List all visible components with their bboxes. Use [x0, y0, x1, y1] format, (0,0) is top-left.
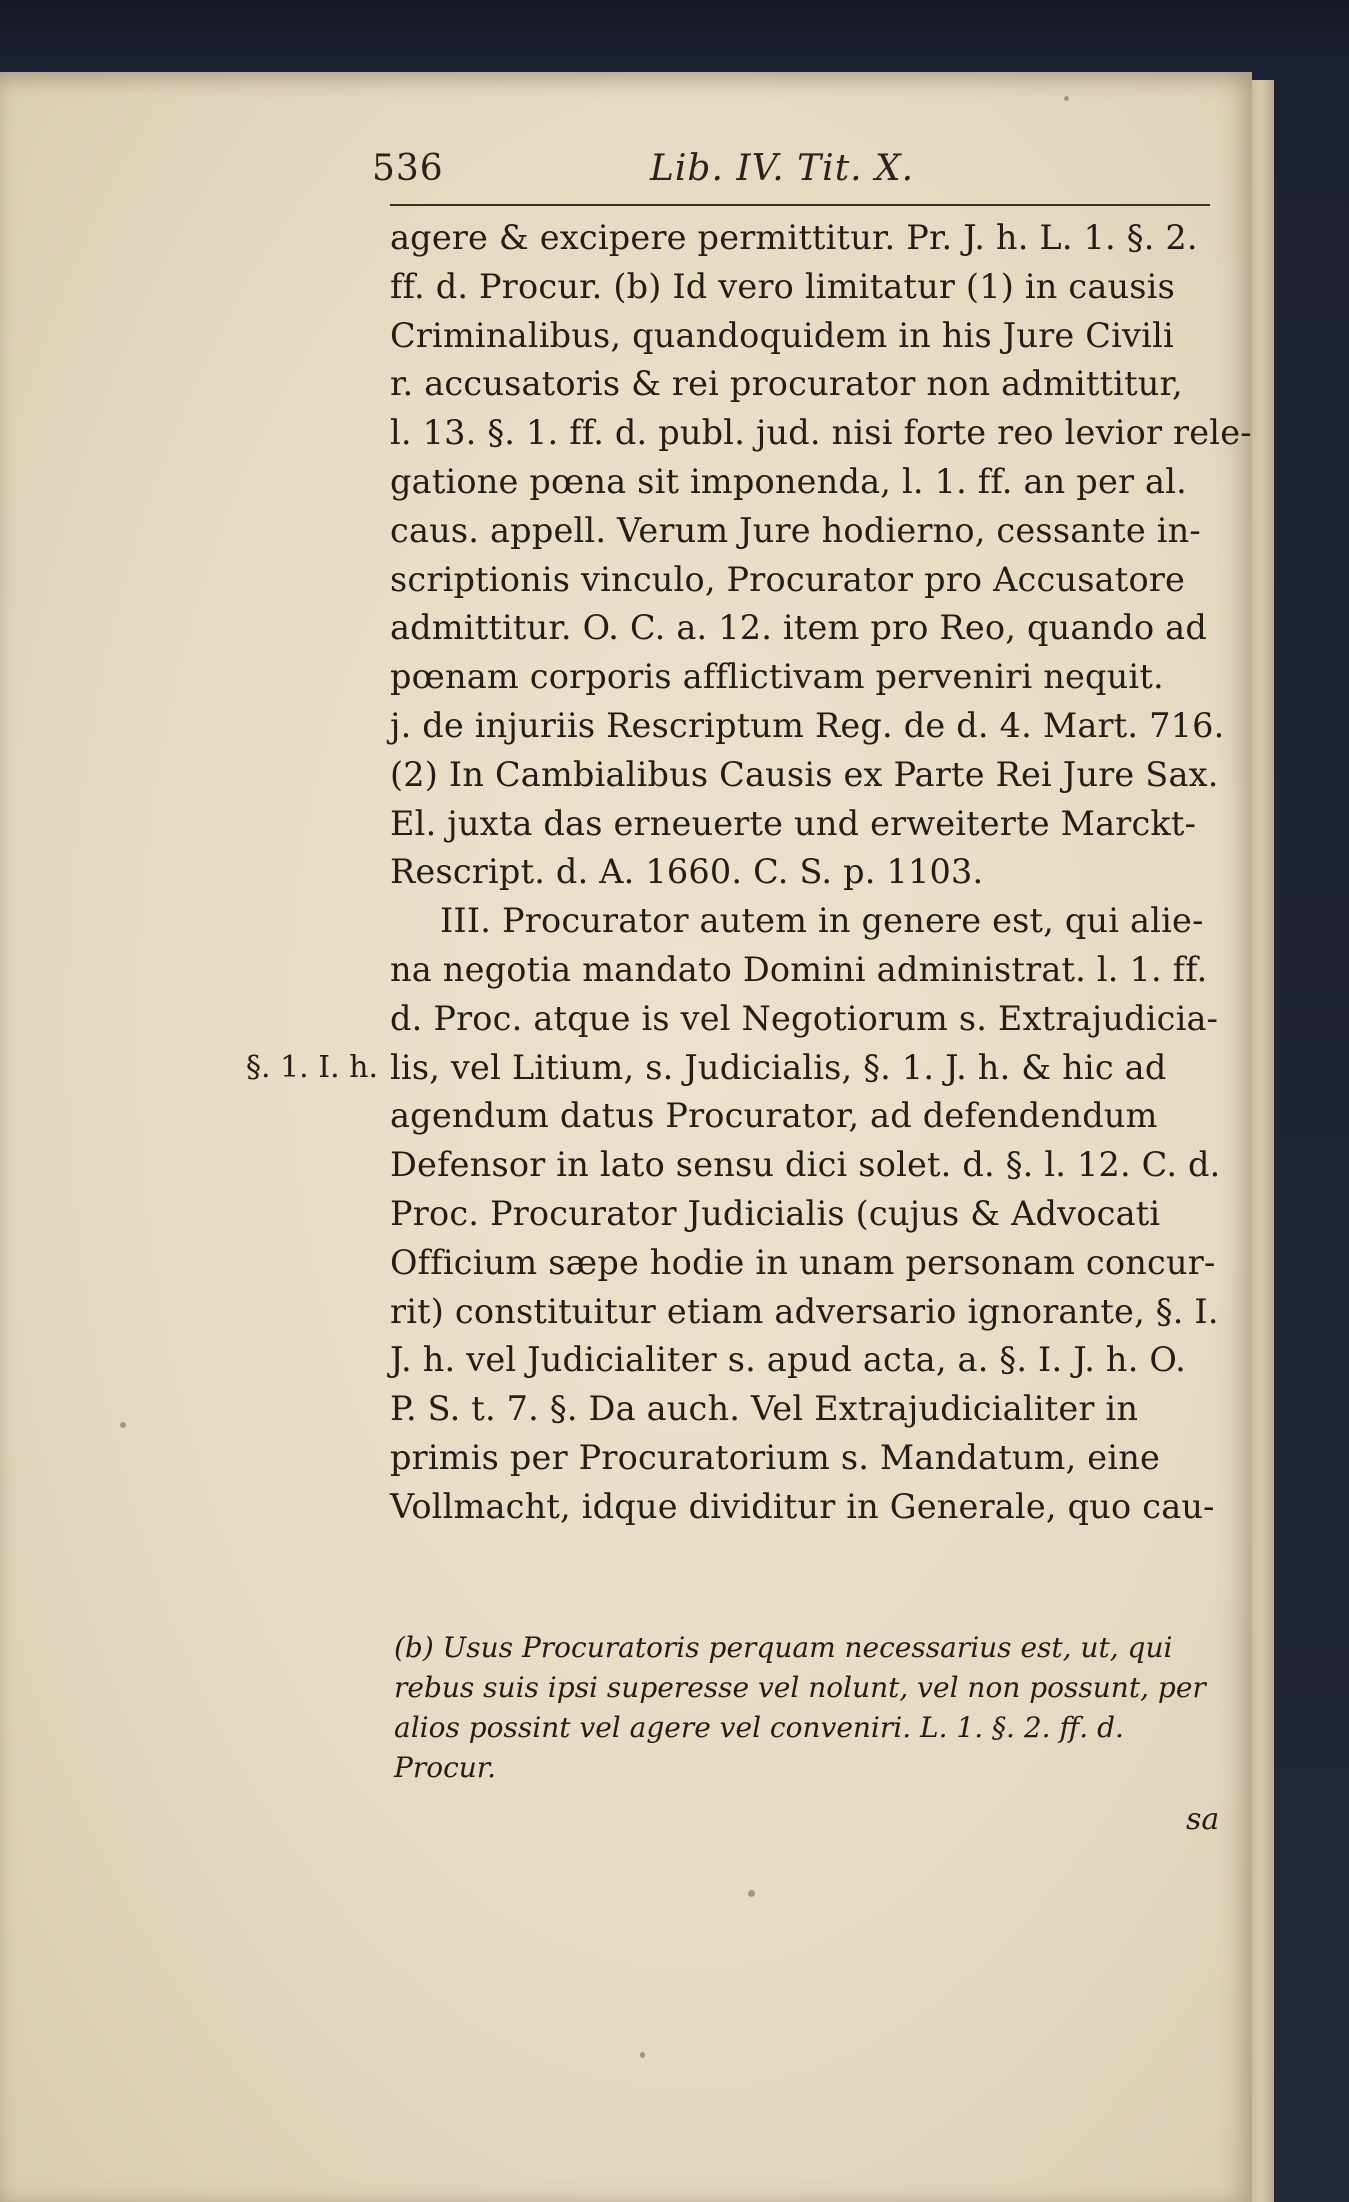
page-edge [1252, 80, 1274, 2202]
text-line: Rescript. d. A. 1660. C. S. p. 1103. [390, 852, 984, 892]
text-line: Vollmacht, idque dividitur in Generale, quo cau- [390, 1486, 1215, 1526]
text-line: J. h. vel Judicialiter s. apud acta, a. §. I. J. h. O. [390, 1340, 1186, 1380]
running-head: Lib. IV. Tit. X. [650, 148, 915, 189]
text-line: El. juxta das erneuerte und erweiterte Marckt- [390, 803, 1197, 843]
page-number: 536 [372, 148, 444, 189]
main-text [390, 214, 1252, 1532]
text-line: d. Proc. atque is vel Negotiorum s. Extrajudicia- [390, 998, 1219, 1038]
footnote-line: rebus suis ipsi superesse vel nolunt, vel non possunt, per [394, 1671, 1206, 1704]
footnote-line: Procur. [394, 1751, 497, 1784]
text-line: agere & excipere permittitur. Pr. J. h. L. 1. §. 2. [390, 218, 1198, 257]
text-line: gatione pœna sit imponenda, l. 1. ff. an per al. [390, 461, 1187, 501]
text-line: primis per Procuratorium s. Mandatum, eine [390, 1437, 1161, 1477]
text-line: rit) constituitur etiam adversario ignorante, §. I. [390, 1291, 1219, 1331]
page-header [372, 148, 1210, 198]
header-rule [390, 204, 1210, 206]
speck [748, 1890, 755, 1897]
catchword: sa [1186, 1802, 1220, 1837]
paragraph-start-line: III. Procurator autem in genere est, qui alie- [440, 901, 1204, 941]
speck [1064, 96, 1069, 101]
text-line: ff. d. Procur. (b) Id vero limitatur (1) in causis [390, 266, 1175, 306]
text-line: r. accusatoris & rei procurator non admittitur, [390, 364, 1183, 404]
text-line: caus. appell. Verum Jure hodierno, cessante in- [390, 510, 1201, 550]
footnote-line: alios possint vel agere vel conveniri. L. 1. §. 2. ff. d. [394, 1711, 1124, 1744]
text-line: Criminalibus, quandoquidem in his Jure Civili [390, 315, 1174, 355]
text-line: j. de injuriis Rescriptum Reg. de d. 4. Mart. 716. [390, 705, 1225, 745]
footnote-line: (b) Usus Procuratoris perquam necessarius est, ut, qui [394, 1631, 1173, 1664]
text-line: pœnam corporis afflictivam perveniri nequit. [390, 657, 1164, 697]
footnote [394, 1628, 1220, 1788]
text-line: lis, vel Litium, s. Judicialis, §. 1. J. h. & hic ad [390, 1047, 1167, 1087]
text-line: (2) In Cambialibus Causis ex Parte Rei Jure Sax. [390, 754, 1219, 794]
text-line: Proc. Procurator Judicialis (cujus & Advocati [390, 1193, 1161, 1233]
text-line: admittitur. O. C. a. 12. item pro Reo, quando ad [390, 608, 1207, 648]
speck [640, 2052, 645, 2058]
text-line: l. 13. §. 1. ff. d. publ. jud. nisi forte reo levior rele- [390, 413, 1252, 453]
margin-note: §. 1. I. h. [246, 1050, 379, 1085]
text-line: agendum datus Procurator, ad defendendum [390, 1096, 1158, 1136]
speck [120, 1422, 126, 1428]
text-line: Officium sæpe hodie in unam personam concur- [390, 1242, 1216, 1282]
text-line: na negotia mandato Domini administrat. l. 1. ff. [390, 949, 1208, 989]
text-line: scriptionis vinculo, Procurator pro Accusatore [390, 559, 1186, 599]
text-line: P. S. t. 7. §. Da auch. Vel Extrajudicialiter in [390, 1389, 1139, 1429]
text-line: Defensor in lato sensu dici solet. d. §. l. 12. C. d. [390, 1145, 1221, 1185]
